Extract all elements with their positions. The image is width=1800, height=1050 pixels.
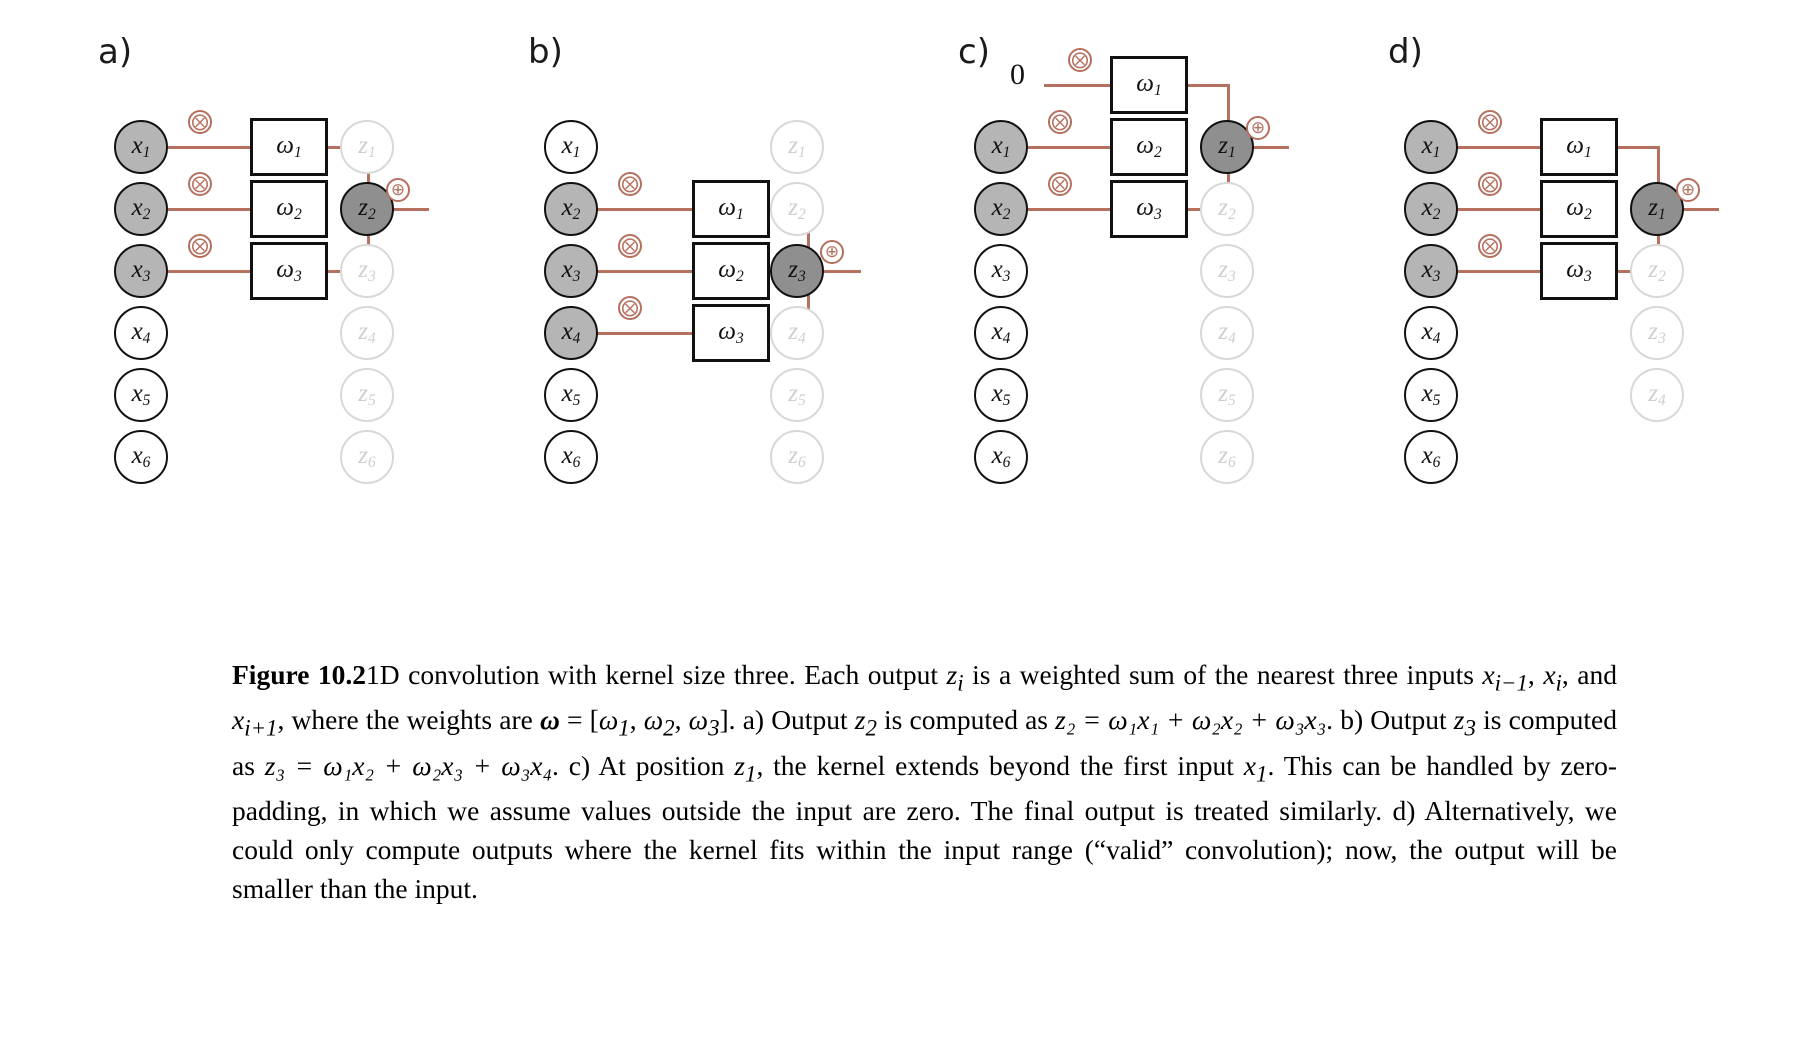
input-node-x2: $x_2$ xyxy=(544,182,598,236)
edge-x1-w1 xyxy=(168,146,250,149)
math-z2-a: $z_2$ xyxy=(854,704,877,741)
edge-w1-bus xyxy=(1618,146,1660,149)
input-node-x2: $x_2$ xyxy=(114,182,168,236)
panel-d xyxy=(1380,0,1800,560)
weight-box-w3: $\omega_3$ xyxy=(692,304,770,362)
input-node-x3: $x_3$ xyxy=(544,244,598,298)
zero-pad-label: 0 xyxy=(1010,58,1025,91)
caption-text-1: 1D convolution with kernel size three. Each output xyxy=(366,659,947,690)
weight-box-w2: $\omega_2$ xyxy=(692,242,770,300)
caption-text-7: , xyxy=(629,704,644,736)
edge-x2-w2 xyxy=(168,208,250,211)
figure-caption xyxy=(232,655,1617,909)
times-circle-icon-2: ⨂ xyxy=(1478,172,1502,196)
weight-box-w3: $\omega_3$ xyxy=(1110,180,1188,238)
input-node-x5: $x_5$ xyxy=(114,368,168,422)
panel-a xyxy=(90,0,510,560)
input-node-x1: $x_1$ xyxy=(1404,120,1458,174)
caption-text-6: = [ xyxy=(559,704,599,736)
edge-x1-w1 xyxy=(1458,146,1540,149)
input-node-x6: $x_6$ xyxy=(1404,430,1458,484)
edge-x1-w2 xyxy=(1028,146,1110,149)
input-node-x3: $x_3$ xyxy=(974,244,1028,298)
edge-x2-w2 xyxy=(1458,208,1540,211)
panel-a-label: a) xyxy=(98,32,133,72)
caption-text-11: . b) Output xyxy=(1326,704,1454,736)
panel-d-label: d) xyxy=(1388,32,1423,72)
edge-zero-w1 xyxy=(1044,84,1110,87)
output-node-z4: $z_4$ xyxy=(1630,368,1684,422)
input-node-x4: $x_4$ xyxy=(974,306,1028,360)
output-node-z5: $z_5$ xyxy=(770,368,824,422)
output-node-z4: $z_4$ xyxy=(1200,306,1254,360)
output-node-z4: $z_4$ xyxy=(340,306,394,360)
times-circle-icon-1: ⨂ xyxy=(1478,110,1502,134)
output-node-z1: $z_1$ xyxy=(770,120,824,174)
input-node-x5: $x_5$ xyxy=(974,368,1028,422)
caption-text-2: is a weighted sum of the nearest three inputs xyxy=(963,659,1483,690)
output-node-z3: $z_3$ xyxy=(1200,244,1254,298)
input-node-x4: $x_4$ xyxy=(544,306,598,360)
plus-circle-icon: ⊕ xyxy=(386,178,410,202)
caption-text-15: . This can be handled by zero-padding, in which we assume values outside the input are zero. The final output is treated similarly. d) Alternatively, we could only compute outputs where the kernel fits within the input range (“valid” convolution); now, the output will be smaller than the input. xyxy=(232,749,1617,905)
input-node-x1: $x_1$ xyxy=(544,120,598,174)
caption-text-8: , xyxy=(674,704,689,736)
input-node-x6: $x_6$ xyxy=(114,430,168,484)
weight-box-w3: $\omega_3$ xyxy=(250,242,328,300)
input-node-x3: $x_3$ xyxy=(114,244,168,298)
weight-box-w1: $\omega_1$ xyxy=(692,180,770,238)
math-z1-c: $z_1$ xyxy=(734,749,757,787)
weight-box-w3: $\omega_3$ xyxy=(1540,242,1618,300)
weight-box-w1: $\omega_1$ xyxy=(1540,118,1618,176)
figure-number: Figure 10.2 xyxy=(232,659,367,690)
math-z3-b: $z_3$ xyxy=(1453,704,1476,741)
caption-text-13: . c) At position xyxy=(552,749,735,781)
math-xi: $x_i$ xyxy=(1543,659,1562,696)
times-circle-icon-3: ⨂ xyxy=(618,296,642,320)
caption-text-4: , and xyxy=(1561,659,1617,690)
output-node-z1: $z_1$ xyxy=(1630,182,1684,236)
output-node-z2: $z_2$ xyxy=(770,182,824,236)
output-node-z1: $z_1$ xyxy=(1200,120,1254,174)
output-node-z6: $z_6$ xyxy=(770,430,824,484)
math-w1: $\omega_1$ xyxy=(598,704,630,741)
input-node-x5: $x_5$ xyxy=(544,368,598,422)
weight-box-w2: $\omega_2$ xyxy=(1540,180,1618,238)
times-circle-icon-1: ⨂ xyxy=(618,172,642,196)
input-node-x2: $x_2$ xyxy=(974,182,1028,236)
edge-x2-w3 xyxy=(1028,208,1110,211)
caption-text-10: is computed as xyxy=(876,704,1056,736)
equation-a: z₂ = ω₁x₁ + ω₂x₂ + ω₃x₃ xyxy=(1055,704,1327,736)
caption-text-14: , the kernel extends beyond the first input xyxy=(756,749,1244,781)
input-node-x6: $x_6$ xyxy=(544,430,598,484)
edge-x3-w2 xyxy=(598,270,692,273)
output-node-z3: $z_3$ xyxy=(770,244,824,298)
output-node-z5: $z_5$ xyxy=(1200,368,1254,422)
output-node-z2: $z_2$ xyxy=(1200,182,1254,236)
output-node-z2: $z_2$ xyxy=(340,182,394,236)
weight-box-w2: $\omega_2$ xyxy=(1110,118,1188,176)
panel-c xyxy=(950,0,1370,560)
plus-circle-icon: ⊕ xyxy=(820,240,844,264)
input-node-x4: $x_4$ xyxy=(114,306,168,360)
math-w3: $\omega_3$ xyxy=(688,704,720,741)
math-x1-c: $x_1$ xyxy=(1243,749,1268,787)
edge-x4-w3 xyxy=(598,332,692,335)
math-xim1: $x_{i-1}$ xyxy=(1482,659,1528,696)
edge-w1-bus xyxy=(1188,84,1230,87)
input-node-x5: $x_5$ xyxy=(1404,368,1458,422)
caption-text-5: , where the weights are xyxy=(277,704,540,736)
caption-text-3: , xyxy=(1527,659,1544,690)
output-node-z2: $z_2$ xyxy=(1630,244,1684,298)
output-node-z6: $z_6$ xyxy=(340,430,394,484)
math-omega-vector: ω xyxy=(539,704,560,736)
panel-c-label: c) xyxy=(958,32,990,72)
times-circle-icon-3: ⨂ xyxy=(1478,234,1502,258)
output-node-z1: $z_1$ xyxy=(340,120,394,174)
input-node-x3: $x_3$ xyxy=(1404,244,1458,298)
output-node-z3: $z_3$ xyxy=(1630,306,1684,360)
output-node-z6: $z_6$ xyxy=(1200,430,1254,484)
input-node-x1: $x_1$ xyxy=(974,120,1028,174)
times-circle-icon-3: ⨂ xyxy=(188,234,212,258)
input-node-x4: $x_4$ xyxy=(1404,306,1458,360)
times-circle-icon-3: ⨂ xyxy=(1048,172,1072,196)
times-circle-icon-2: ⨂ xyxy=(618,234,642,258)
edge-x3-w3 xyxy=(1458,270,1540,273)
times-circle-icon-1: ⨂ xyxy=(188,110,212,134)
output-node-z3: $z_3$ xyxy=(340,244,394,298)
output-node-z5: $z_5$ xyxy=(340,368,394,422)
input-node-x1: $x_1$ xyxy=(114,120,168,174)
math-xip1: $x_{i+1}$ xyxy=(232,704,278,741)
panel-b xyxy=(520,0,940,560)
times-circle-icon-1: ⨂ xyxy=(1068,48,1092,72)
equation-b: z₃ = ω₁x₂ + ω₂x₃ + ω₃x₄ xyxy=(264,749,553,781)
times-circle-icon-2: ⨂ xyxy=(188,172,212,196)
caption-text-9: ]. a) Output xyxy=(719,704,855,736)
plus-circle-icon: ⊕ xyxy=(1676,178,1700,202)
output-node-z4: $z_4$ xyxy=(770,306,824,360)
edge-x3-w3 xyxy=(168,270,250,273)
input-node-x2: $x_2$ xyxy=(1404,182,1458,236)
input-node-x6: $x_6$ xyxy=(974,430,1028,484)
math-w2: $\omega_2$ xyxy=(643,704,675,741)
plus-circle-icon: ⊕ xyxy=(1246,116,1270,140)
times-circle-icon-2: ⨂ xyxy=(1048,110,1072,134)
math-zi: $z_i$ xyxy=(946,659,964,696)
weight-box-w1: $\omega_1$ xyxy=(250,118,328,176)
edge-x2-w1 xyxy=(598,208,692,211)
panel-b-label: b) xyxy=(528,32,563,72)
weight-box-w1: $\omega_1$ xyxy=(1110,56,1188,114)
caption-text-12: is computed as xyxy=(232,704,1618,781)
weight-box-w2: $\omega_2$ xyxy=(250,180,328,238)
